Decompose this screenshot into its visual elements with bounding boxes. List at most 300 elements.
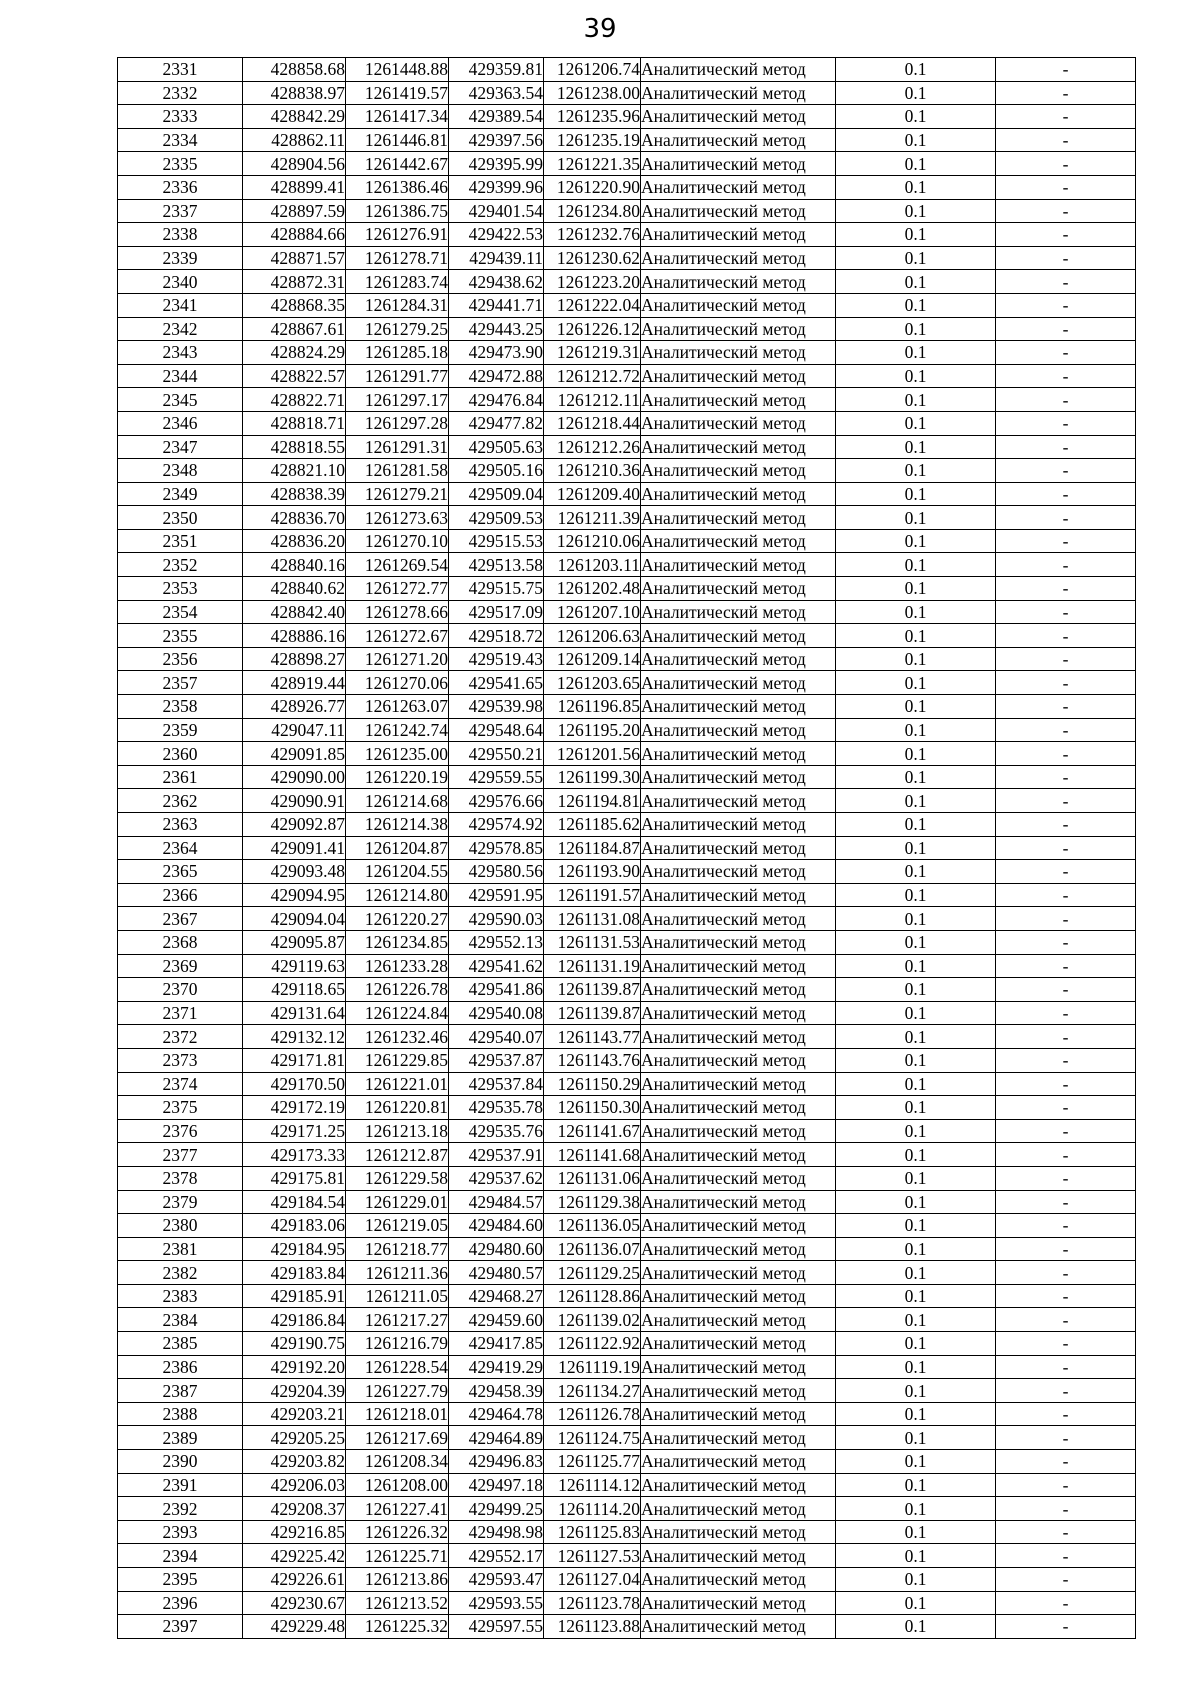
x-old-cell: 429192.20 xyxy=(243,1355,346,1379)
point-number-cell: 2382 xyxy=(118,1261,243,1285)
accuracy-cell: 0.1 xyxy=(836,223,996,247)
y-new-cell: 1261129.38 xyxy=(544,1190,641,1214)
method-cell: Аналитический метод xyxy=(641,1402,836,1426)
note-cell: - xyxy=(996,1072,1136,1096)
note-cell: - xyxy=(996,1214,1136,1238)
note-cell: - xyxy=(996,317,1136,341)
y-old-cell: 1261279.25 xyxy=(346,317,449,341)
y-new-cell: 1261226.12 xyxy=(544,317,641,341)
accuracy-cell: 0.1 xyxy=(836,1001,996,1025)
x-old-cell: 429119.63 xyxy=(243,954,346,978)
x-old-cell: 428871.57 xyxy=(243,246,346,270)
table-row xyxy=(118,175,1136,199)
x-new-cell: 429464.78 xyxy=(449,1402,544,1426)
y-old-cell: 1261291.77 xyxy=(346,364,449,388)
note-cell: - xyxy=(996,978,1136,1002)
x-old-cell: 428824.29 xyxy=(243,341,346,365)
x-old-cell: 428822.71 xyxy=(243,388,346,412)
table-row xyxy=(118,1284,1136,1308)
note-cell: - xyxy=(996,718,1136,742)
y-new-cell: 1261127.53 xyxy=(544,1544,641,1568)
accuracy-cell: 0.1 xyxy=(836,388,996,412)
table-row xyxy=(118,223,1136,247)
point-number-cell: 2370 xyxy=(118,978,243,1002)
note-cell: - xyxy=(996,1001,1136,1025)
y-new-cell: 1261209.14 xyxy=(544,647,641,671)
note-cell: - xyxy=(996,1237,1136,1261)
method-cell: Аналитический метод xyxy=(641,1568,836,1592)
x-new-cell: 429422.53 xyxy=(449,223,544,247)
y-new-cell: 1261125.77 xyxy=(544,1450,641,1474)
x-new-cell: 429590.03 xyxy=(449,907,544,931)
note-cell: - xyxy=(996,1166,1136,1190)
table-row xyxy=(118,577,1136,601)
table-row xyxy=(118,482,1136,506)
point-number-cell: 2386 xyxy=(118,1355,243,1379)
point-number-cell: 2371 xyxy=(118,1001,243,1025)
point-number-cell: 2345 xyxy=(118,388,243,412)
table-row xyxy=(118,128,1136,152)
accuracy-cell: 0.1 xyxy=(836,1355,996,1379)
accuracy-cell: 0.1 xyxy=(836,81,996,105)
y-new-cell: 1261141.68 xyxy=(544,1143,641,1167)
table-row xyxy=(118,860,1136,884)
y-old-cell: 1261278.66 xyxy=(346,600,449,624)
table-row xyxy=(118,459,1136,483)
x-new-cell: 429550.21 xyxy=(449,742,544,766)
y-new-cell: 1261131.53 xyxy=(544,930,641,954)
table-row xyxy=(118,553,1136,577)
note-cell: - xyxy=(996,1615,1136,1639)
point-number-cell: 2331 xyxy=(118,58,243,82)
x-old-cell: 429183.84 xyxy=(243,1261,346,1285)
note-cell: - xyxy=(996,1426,1136,1450)
x-new-cell: 429505.16 xyxy=(449,459,544,483)
accuracy-cell: 0.1 xyxy=(836,1214,996,1238)
point-number-cell: 2391 xyxy=(118,1473,243,1497)
accuracy-cell: 0.1 xyxy=(836,978,996,1002)
accuracy-cell: 0.1 xyxy=(836,1237,996,1261)
x-new-cell: 429539.98 xyxy=(449,695,544,719)
x-old-cell: 428897.59 xyxy=(243,199,346,223)
accuracy-cell: 0.1 xyxy=(836,364,996,388)
x-old-cell: 428867.61 xyxy=(243,317,346,341)
accuracy-cell: 0.1 xyxy=(836,695,996,719)
point-number-cell: 2343 xyxy=(118,341,243,365)
accuracy-cell: 0.1 xyxy=(836,152,996,176)
y-old-cell: 1261263.07 xyxy=(346,695,449,719)
accuracy-cell: 0.1 xyxy=(836,459,996,483)
x-new-cell: 429438.62 xyxy=(449,270,544,294)
point-number-cell: 2376 xyxy=(118,1119,243,1143)
x-new-cell: 429497.18 xyxy=(449,1473,544,1497)
accuracy-cell: 0.1 xyxy=(836,1473,996,1497)
table-row xyxy=(118,1520,1136,1544)
x-new-cell: 429578.85 xyxy=(449,836,544,860)
point-number-cell: 2365 xyxy=(118,860,243,884)
table-row xyxy=(118,1402,1136,1426)
x-old-cell: 428872.31 xyxy=(243,270,346,294)
accuracy-cell: 0.1 xyxy=(836,1426,996,1450)
x-old-cell: 429047.11 xyxy=(243,718,346,742)
note-cell: - xyxy=(996,411,1136,435)
x-new-cell: 429519.43 xyxy=(449,647,544,671)
table-row xyxy=(118,813,1136,837)
note-cell: - xyxy=(996,577,1136,601)
accuracy-cell: 0.1 xyxy=(836,553,996,577)
y-old-cell: 1261212.87 xyxy=(346,1143,449,1167)
note-cell: - xyxy=(996,600,1136,624)
table-row xyxy=(118,58,1136,82)
y-old-cell: 1261226.78 xyxy=(346,978,449,1002)
table-row xyxy=(118,836,1136,860)
x-old-cell: 429092.87 xyxy=(243,813,346,837)
coordinates-table xyxy=(117,57,1136,1639)
table-row xyxy=(118,1426,1136,1450)
point-number-cell: 2350 xyxy=(118,506,243,530)
method-cell: Аналитический метод xyxy=(641,930,836,954)
point-number-cell: 2374 xyxy=(118,1072,243,1096)
accuracy-cell: 0.1 xyxy=(836,930,996,954)
note-cell: - xyxy=(996,1025,1136,1049)
method-cell: Аналитический метод xyxy=(641,1308,836,1332)
method-cell: Аналитический метод xyxy=(641,152,836,176)
point-number-cell: 2334 xyxy=(118,128,243,152)
y-new-cell: 1261193.90 xyxy=(544,860,641,884)
x-old-cell: 429091.41 xyxy=(243,836,346,860)
note-cell: - xyxy=(996,105,1136,129)
method-cell: Аналитический метод xyxy=(641,1473,836,1497)
y-old-cell: 1261228.54 xyxy=(346,1355,449,1379)
y-old-cell: 1261386.75 xyxy=(346,199,449,223)
method-cell: Аналитический метод xyxy=(641,647,836,671)
table-row xyxy=(118,883,1136,907)
point-number-cell: 2364 xyxy=(118,836,243,860)
accuracy-cell: 0.1 xyxy=(836,1544,996,1568)
accuracy-cell: 0.1 xyxy=(836,58,996,82)
accuracy-cell: 0.1 xyxy=(836,341,996,365)
point-number-cell: 2332 xyxy=(118,81,243,105)
method-cell: Аналитический метод xyxy=(641,1166,836,1190)
y-old-cell: 1261218.77 xyxy=(346,1237,449,1261)
table-row xyxy=(118,1332,1136,1356)
table-row xyxy=(118,81,1136,105)
point-number-cell: 2333 xyxy=(118,105,243,129)
x-old-cell: 429190.75 xyxy=(243,1332,346,1356)
y-new-cell: 1261210.36 xyxy=(544,459,641,483)
note-cell: - xyxy=(996,175,1136,199)
x-new-cell: 429395.99 xyxy=(449,152,544,176)
point-number-cell: 2351 xyxy=(118,529,243,553)
table-row xyxy=(118,1591,1136,1615)
point-number-cell: 2389 xyxy=(118,1426,243,1450)
y-new-cell: 1261235.19 xyxy=(544,128,641,152)
table-row xyxy=(118,1473,1136,1497)
y-old-cell: 1261220.19 xyxy=(346,765,449,789)
note-cell: - xyxy=(996,199,1136,223)
method-cell: Аналитический метод xyxy=(641,317,836,341)
accuracy-cell: 0.1 xyxy=(836,175,996,199)
point-number-cell: 2392 xyxy=(118,1497,243,1521)
method-cell: Аналитический метод xyxy=(641,813,836,837)
accuracy-cell: 0.1 xyxy=(836,718,996,742)
point-number-cell: 2390 xyxy=(118,1450,243,1474)
y-old-cell: 1261213.52 xyxy=(346,1591,449,1615)
x-new-cell: 429591.95 xyxy=(449,883,544,907)
method-cell: Аналитический метод xyxy=(641,883,836,907)
y-new-cell: 1261185.62 xyxy=(544,813,641,837)
x-new-cell: 429419.29 xyxy=(449,1355,544,1379)
x-old-cell: 429090.00 xyxy=(243,765,346,789)
x-old-cell: 429206.03 xyxy=(243,1473,346,1497)
x-new-cell: 429541.86 xyxy=(449,978,544,1002)
note-cell: - xyxy=(996,813,1136,837)
point-number-cell: 2375 xyxy=(118,1096,243,1120)
table-row xyxy=(118,388,1136,412)
method-cell: Аналитический метод xyxy=(641,199,836,223)
y-new-cell: 1261139.87 xyxy=(544,1001,641,1025)
y-new-cell: 1261199.30 xyxy=(544,765,641,789)
table-row xyxy=(118,1544,1136,1568)
method-cell: Аналитический метод xyxy=(641,1190,836,1214)
accuracy-cell: 0.1 xyxy=(836,813,996,837)
table-row xyxy=(118,1072,1136,1096)
note-cell: - xyxy=(996,1308,1136,1332)
accuracy-cell: 0.1 xyxy=(836,435,996,459)
method-cell: Аналитический метод xyxy=(641,1450,836,1474)
x-new-cell: 429537.87 xyxy=(449,1048,544,1072)
y-old-cell: 1261213.86 xyxy=(346,1568,449,1592)
x-old-cell: 429184.54 xyxy=(243,1190,346,1214)
method-cell: Аналитический метод xyxy=(641,978,836,1002)
method-cell: Аналитический метод xyxy=(641,1497,836,1521)
method-cell: Аналитический метод xyxy=(641,1001,836,1025)
point-number-cell: 2339 xyxy=(118,246,243,270)
note-cell: - xyxy=(996,742,1136,766)
x-new-cell: 429576.66 xyxy=(449,789,544,813)
table-row xyxy=(118,105,1136,129)
x-new-cell: 429593.55 xyxy=(449,1591,544,1615)
note-cell: - xyxy=(996,789,1136,813)
y-old-cell: 1261213.18 xyxy=(346,1119,449,1143)
method-cell: Аналитический метод xyxy=(641,765,836,789)
y-old-cell: 1261224.84 xyxy=(346,1001,449,1025)
y-old-cell: 1261219.05 xyxy=(346,1214,449,1238)
point-number-cell: 2357 xyxy=(118,671,243,695)
point-number-cell: 2396 xyxy=(118,1591,243,1615)
y-old-cell: 1261297.28 xyxy=(346,411,449,435)
table-row xyxy=(118,765,1136,789)
point-number-cell: 2337 xyxy=(118,199,243,223)
x-new-cell: 429597.55 xyxy=(449,1615,544,1639)
point-number-cell: 2362 xyxy=(118,789,243,813)
method-cell: Аналитический метод xyxy=(641,577,836,601)
x-new-cell: 429559.55 xyxy=(449,765,544,789)
y-old-cell: 1261226.32 xyxy=(346,1520,449,1544)
method-cell: Аналитический метод xyxy=(641,1143,836,1167)
x-old-cell: 429171.25 xyxy=(243,1119,346,1143)
x-old-cell: 429230.67 xyxy=(243,1591,346,1615)
x-new-cell: 429548.64 xyxy=(449,718,544,742)
x-old-cell: 429170.50 xyxy=(243,1072,346,1096)
table-row xyxy=(118,1497,1136,1521)
x-old-cell: 428886.16 xyxy=(243,624,346,648)
y-old-cell: 1261283.74 xyxy=(346,270,449,294)
accuracy-cell: 0.1 xyxy=(836,411,996,435)
note-cell: - xyxy=(996,1284,1136,1308)
x-old-cell: 429090.91 xyxy=(243,789,346,813)
y-new-cell: 1261203.11 xyxy=(544,553,641,577)
table-row xyxy=(118,718,1136,742)
y-new-cell: 1261119.19 xyxy=(544,1355,641,1379)
accuracy-cell: 0.1 xyxy=(836,742,996,766)
note-cell: - xyxy=(996,954,1136,978)
table-row xyxy=(118,1001,1136,1025)
table-row xyxy=(118,1379,1136,1403)
x-old-cell: 429208.37 xyxy=(243,1497,346,1521)
x-new-cell: 429441.71 xyxy=(449,293,544,317)
y-new-cell: 1261131.06 xyxy=(544,1166,641,1190)
table-row xyxy=(118,435,1136,459)
y-old-cell: 1261448.88 xyxy=(346,58,449,82)
accuracy-cell: 0.1 xyxy=(836,1190,996,1214)
table-row xyxy=(118,1048,1136,1072)
x-old-cell: 428884.66 xyxy=(243,223,346,247)
x-old-cell: 429185.91 xyxy=(243,1284,346,1308)
x-old-cell: 429175.81 xyxy=(243,1166,346,1190)
x-new-cell: 429389.54 xyxy=(449,105,544,129)
x-old-cell: 429132.12 xyxy=(243,1025,346,1049)
y-new-cell: 1261194.81 xyxy=(544,789,641,813)
x-new-cell: 429537.62 xyxy=(449,1166,544,1190)
y-new-cell: 1261221.35 xyxy=(544,152,641,176)
y-new-cell: 1261219.31 xyxy=(544,341,641,365)
x-new-cell: 429399.96 xyxy=(449,175,544,199)
y-new-cell: 1261123.88 xyxy=(544,1615,641,1639)
point-number-cell: 2377 xyxy=(118,1143,243,1167)
x-new-cell: 429464.89 xyxy=(449,1426,544,1450)
x-new-cell: 429499.25 xyxy=(449,1497,544,1521)
y-old-cell: 1261271.20 xyxy=(346,647,449,671)
accuracy-cell: 0.1 xyxy=(836,577,996,601)
x-new-cell: 429515.53 xyxy=(449,529,544,553)
method-cell: Аналитический метод xyxy=(641,293,836,317)
method-cell: Аналитический метод xyxy=(641,954,836,978)
method-cell: Аналитический метод xyxy=(641,907,836,931)
point-number-cell: 2353 xyxy=(118,577,243,601)
accuracy-cell: 0.1 xyxy=(836,1497,996,1521)
y-old-cell: 1261208.34 xyxy=(346,1450,449,1474)
y-new-cell: 1261218.44 xyxy=(544,411,641,435)
x-new-cell: 429484.57 xyxy=(449,1190,544,1214)
point-number-cell: 2342 xyxy=(118,317,243,341)
y-new-cell: 1261150.30 xyxy=(544,1096,641,1120)
x-new-cell: 429552.17 xyxy=(449,1544,544,1568)
note-cell: - xyxy=(996,624,1136,648)
x-old-cell: 429226.61 xyxy=(243,1568,346,1592)
x-new-cell: 429593.47 xyxy=(449,1568,544,1592)
x-new-cell: 429498.98 xyxy=(449,1520,544,1544)
y-new-cell: 1261206.74 xyxy=(544,58,641,82)
table-row xyxy=(118,246,1136,270)
method-cell: Аналитический метод xyxy=(641,1261,836,1285)
method-cell: Аналитический метод xyxy=(641,1426,836,1450)
accuracy-cell: 0.1 xyxy=(836,600,996,624)
accuracy-cell: 0.1 xyxy=(836,1261,996,1285)
method-cell: Аналитический метод xyxy=(641,1520,836,1544)
y-new-cell: 1261201.56 xyxy=(544,742,641,766)
x-old-cell: 429229.48 xyxy=(243,1615,346,1639)
y-new-cell: 1261196.85 xyxy=(544,695,641,719)
x-old-cell: 428818.71 xyxy=(243,411,346,435)
accuracy-cell: 0.1 xyxy=(836,1332,996,1356)
note-cell: - xyxy=(996,1568,1136,1592)
method-cell: Аналитический метод xyxy=(641,270,836,294)
x-new-cell: 429473.90 xyxy=(449,341,544,365)
y-old-cell: 1261242.74 xyxy=(346,718,449,742)
y-new-cell: 1261209.40 xyxy=(544,482,641,506)
y-new-cell: 1261124.75 xyxy=(544,1426,641,1450)
x-new-cell: 429359.81 xyxy=(449,58,544,82)
y-new-cell: 1261223.20 xyxy=(544,270,641,294)
method-cell: Аналитический метод xyxy=(641,1072,836,1096)
x-new-cell: 429472.88 xyxy=(449,364,544,388)
y-old-cell: 1261220.27 xyxy=(346,907,449,931)
x-new-cell: 429459.60 xyxy=(449,1308,544,1332)
note-cell: - xyxy=(996,364,1136,388)
y-old-cell: 1261225.71 xyxy=(346,1544,449,1568)
x-old-cell: 429184.95 xyxy=(243,1237,346,1261)
note-cell: - xyxy=(996,1544,1136,1568)
x-old-cell: 429094.04 xyxy=(243,907,346,931)
accuracy-cell: 0.1 xyxy=(836,1308,996,1332)
x-old-cell: 429186.84 xyxy=(243,1308,346,1332)
x-new-cell: 429535.78 xyxy=(449,1096,544,1120)
y-old-cell: 1261417.34 xyxy=(346,105,449,129)
y-old-cell: 1261217.27 xyxy=(346,1308,449,1332)
point-number-cell: 2361 xyxy=(118,765,243,789)
y-new-cell: 1261191.57 xyxy=(544,883,641,907)
note-cell: - xyxy=(996,647,1136,671)
method-cell: Аналитический метод xyxy=(641,624,836,648)
y-old-cell: 1261419.57 xyxy=(346,81,449,105)
method-cell: Аналитический метод xyxy=(641,341,836,365)
table-row xyxy=(118,1615,1136,1639)
accuracy-cell: 0.1 xyxy=(836,1591,996,1615)
table-row xyxy=(118,1025,1136,1049)
x-new-cell: 429496.83 xyxy=(449,1450,544,1474)
method-cell: Аналитический метод xyxy=(641,718,836,742)
y-old-cell: 1261272.77 xyxy=(346,577,449,601)
y-old-cell: 1261278.71 xyxy=(346,246,449,270)
table-row xyxy=(118,742,1136,766)
method-cell: Аналитический метод xyxy=(641,1332,836,1356)
x-new-cell: 429363.54 xyxy=(449,81,544,105)
method-cell: Аналитический метод xyxy=(641,388,836,412)
x-old-cell: 428821.10 xyxy=(243,459,346,483)
note-cell: - xyxy=(996,930,1136,954)
x-new-cell: 429537.91 xyxy=(449,1143,544,1167)
x-new-cell: 429505.63 xyxy=(449,435,544,459)
method-cell: Аналитический метод xyxy=(641,246,836,270)
y-old-cell: 1261270.06 xyxy=(346,671,449,695)
table-row xyxy=(118,506,1136,530)
point-number-cell: 2381 xyxy=(118,1237,243,1261)
x-new-cell: 429443.25 xyxy=(449,317,544,341)
x-new-cell: 429484.60 xyxy=(449,1214,544,1238)
y-new-cell: 1261212.11 xyxy=(544,388,641,412)
y-new-cell: 1261222.04 xyxy=(544,293,641,317)
